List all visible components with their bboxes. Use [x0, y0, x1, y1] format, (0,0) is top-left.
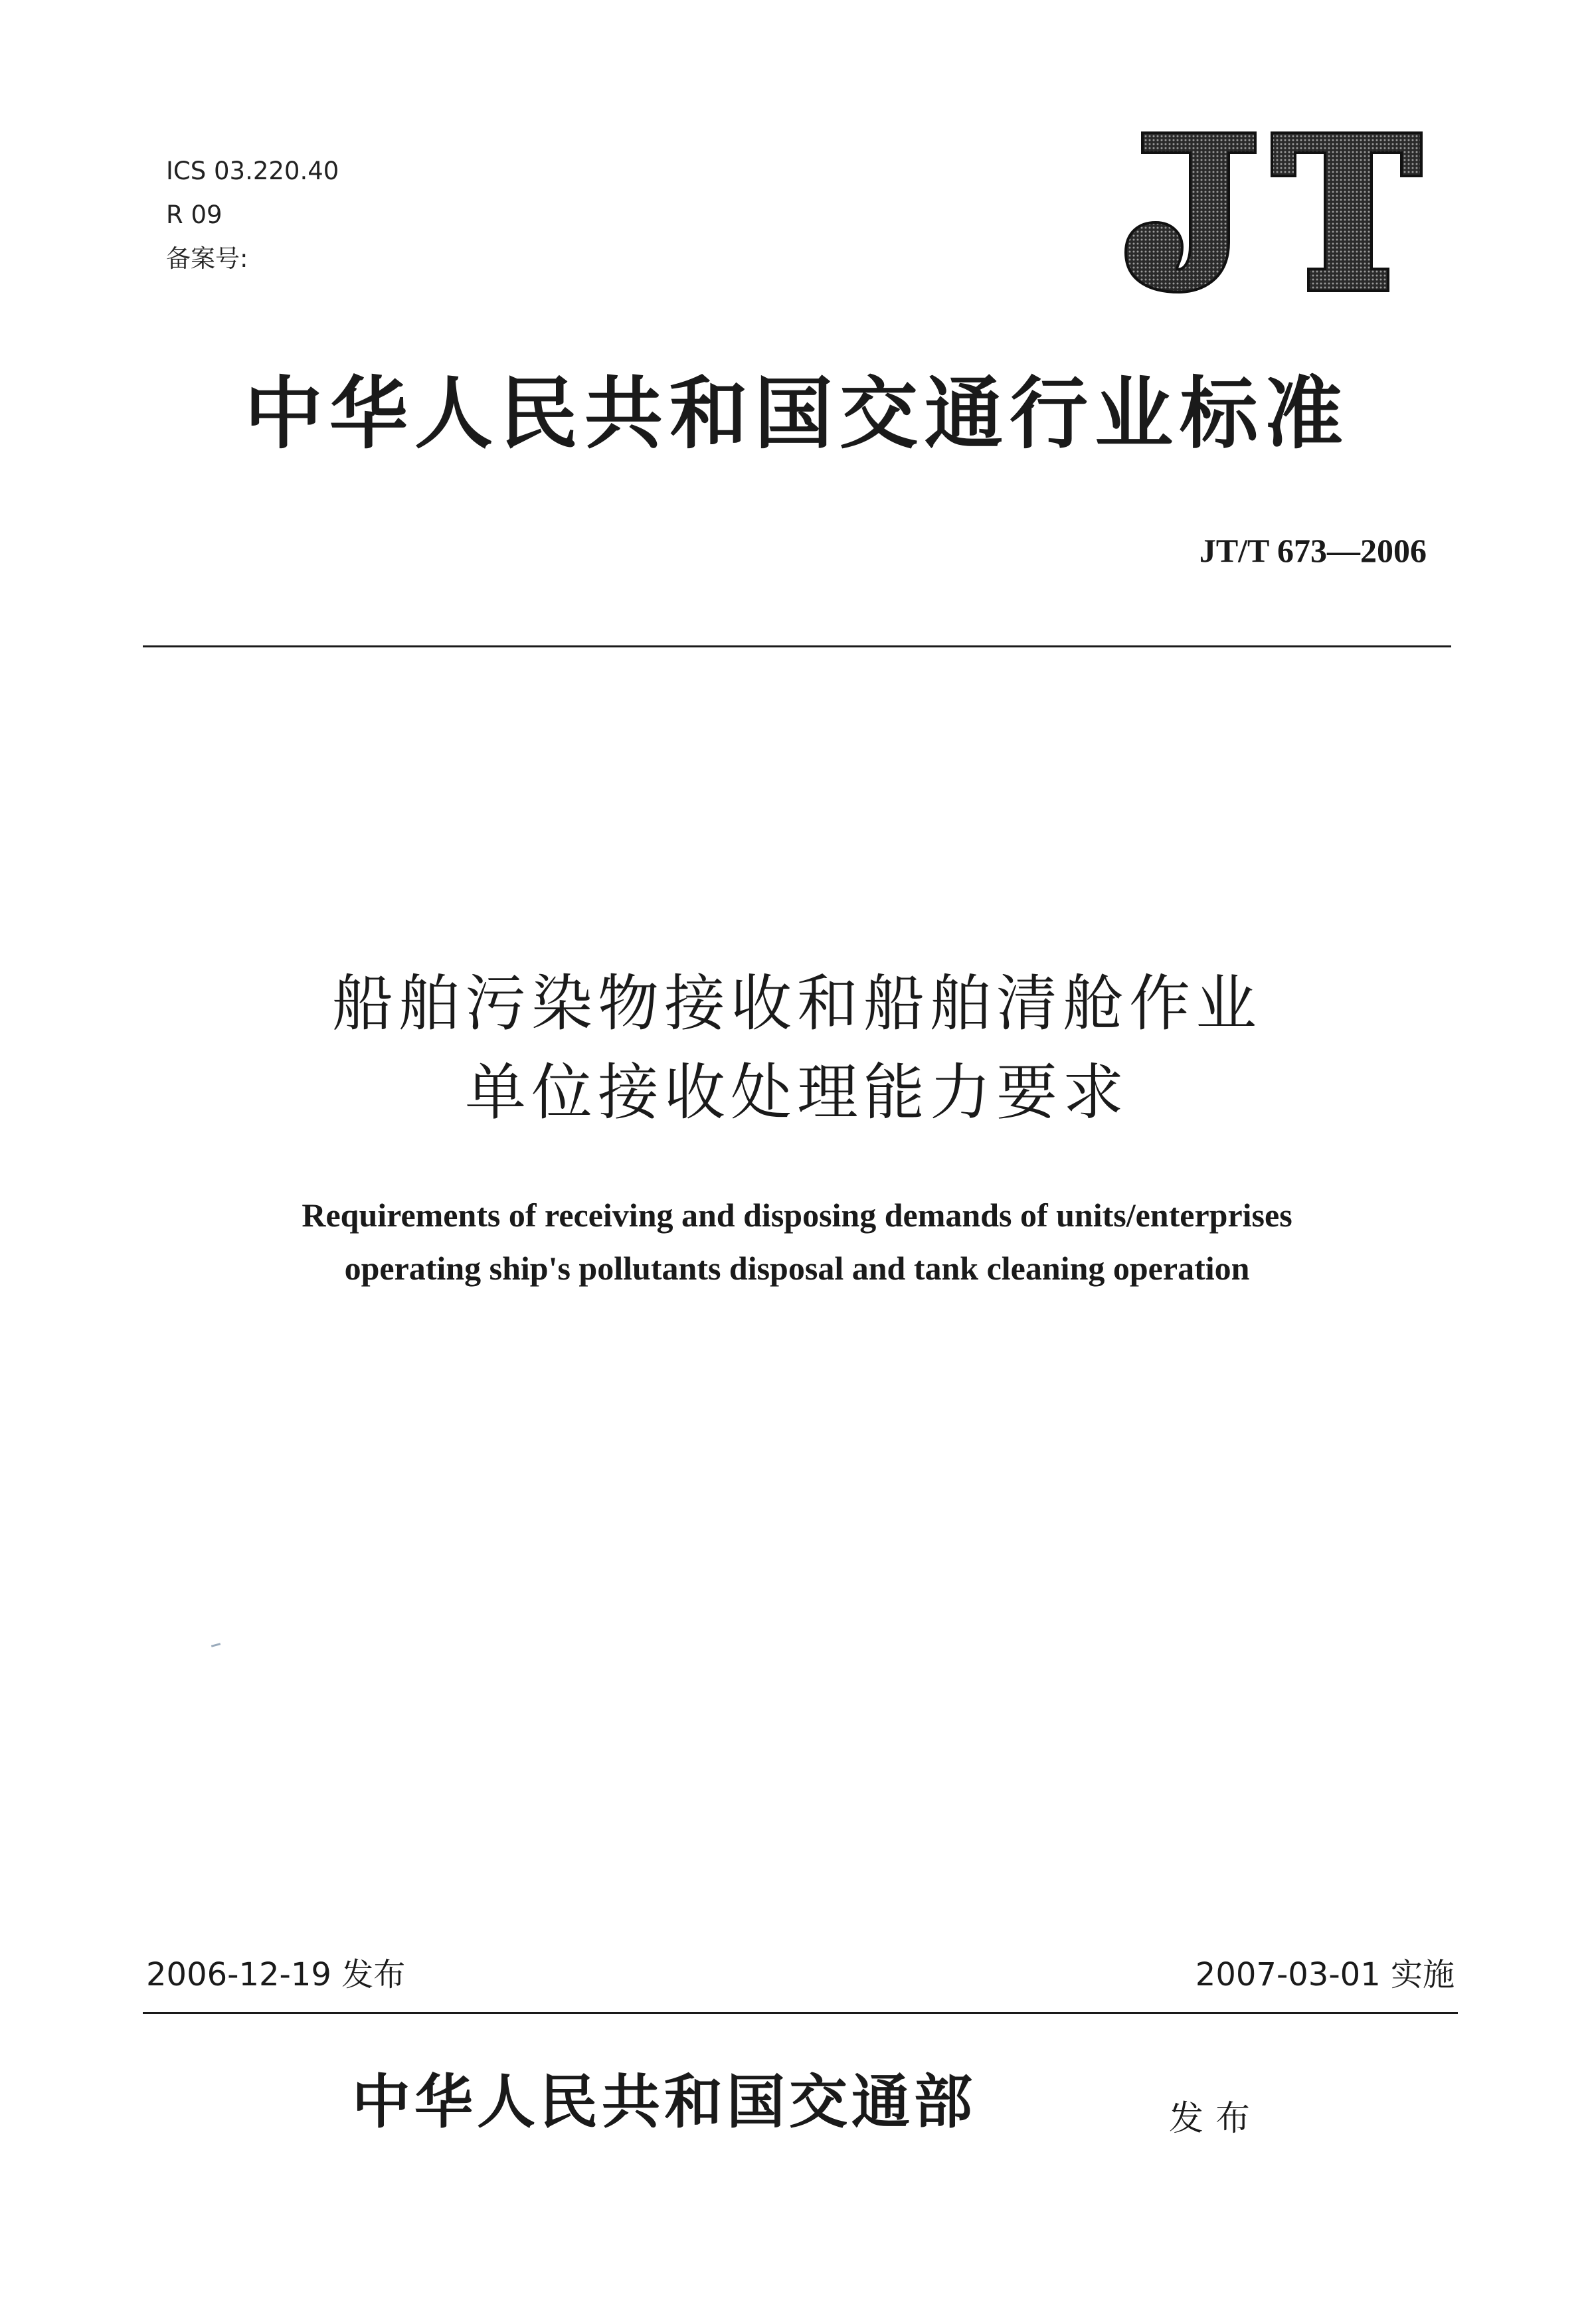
english-title-line-1: Requirements of receiving and disposing demands of units/enterprises [302, 1197, 1292, 1234]
header-divider [143, 645, 1451, 647]
standard-code: JT/T 673—2006 [1199, 532, 1427, 569]
issuing-ministry: 中华人民共和国交通部 [352, 2067, 977, 2136]
organization-title: 中华人民共和国交通行业标准 [244, 367, 1350, 459]
chinese-title-line-1: 船舶污染物接收和船舶清舱作业 [331, 968, 1262, 1039]
publish-label: 发布 [1169, 2099, 1263, 2139]
chinese-title-line-2: 单位接收处理能力要求 [464, 1057, 1129, 1128]
record-number-label: 备案号: [166, 244, 248, 273]
english-title-line-2: operating ship's pollutants disposal and tank cleaning operation [344, 1250, 1250, 1287]
ccs-code: R 09 [166, 201, 222, 229]
implementation-date: 2007-03-01 实施 [1195, 1956, 1455, 1993]
footer-divider [143, 2012, 1458, 2014]
scan-speck [211, 1643, 221, 1647]
chinese-title [0, 959, 1594, 1137]
jt-logo [1116, 126, 1428, 299]
classification-block [166, 149, 339, 281]
ics-code: ICS 03.220.40 [166, 157, 339, 185]
issue-date: 2006-12-19 发布 [146, 1956, 406, 1993]
english-title [0, 1189, 1594, 1295]
